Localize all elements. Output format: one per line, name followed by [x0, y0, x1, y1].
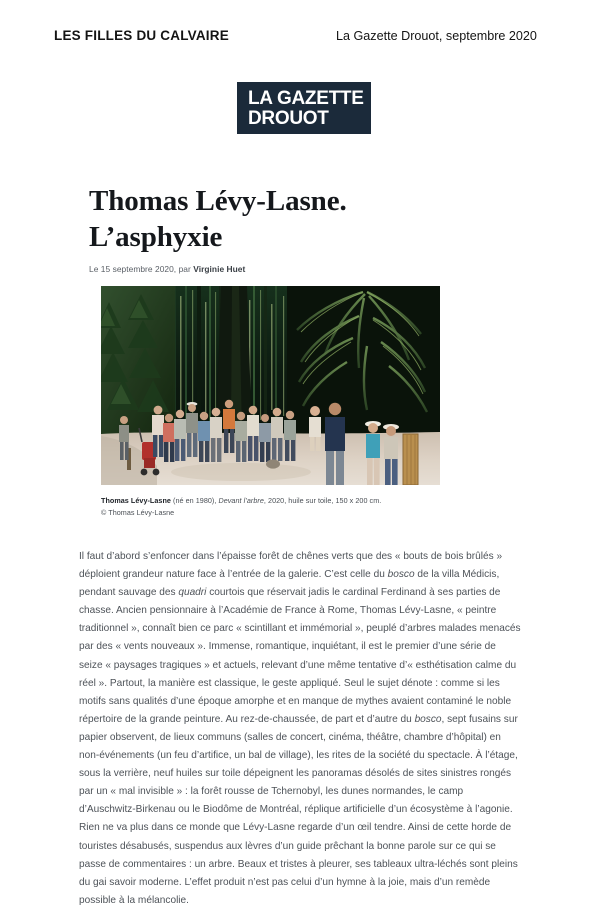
body-italic-quadri: quadri	[178, 587, 207, 599]
caption-credit: © Thomas Lévy-Lasne	[101, 507, 175, 517]
artwork-image	[101, 286, 440, 485]
body-part-4: , sept fusains sur papier observent, de lieux communs (salles de concert, cinéma, théâtre, chambre d’hôpital) en non-événements (un feu d’artifice, un bal de village), les rites de la société du spectacle. À l’étage, sous la verrière, neuf huiles sur toile dépeignent les panoramas désolés de sites sinistres rongés par un « mal invisible » : la forêt rousse de Tchernobyl, les dunes normandes, le camp d’Auschwitz-Birkenau ou le Biodôme de Montréal, réplique artificielle d’un écosystème à l’agonie. Rien ne va plus dans ce monde que Lévy-Lasne regarde d’un œil tendre. Ainsi de cette horde de touristes désabusés, suspendus aux lèvres d’un guide prêchant la bonne parole sur ce qui se passe de commentaires : un arbre. Beaux et tristes à pleurer, ses tableaux ultra-léchés sont pleins du gai savoir moderne. L’effet produit n’est pas celui d’un hymne à la joie, mais d’un remède possible à la mélancolie.	[79, 713, 518, 906]
body-part-1: Il faut d’abord s’enfoncer dans l’épaisse forêt de chênes verts que des « bouts de bois brûlés » déploient grandeur nature face à l’entrée de la galerie. C’est celle du	[79, 551, 503, 581]
page-title	[0, 183, 600, 255]
body-part-2: de la villa Médicis, pendant sauvage des	[79, 569, 500, 599]
article-body	[79, 548, 521, 910]
body-italic-bosco-1: bosco	[387, 569, 415, 581]
artwork-caption	[101, 495, 501, 518]
logo-box	[237, 82, 371, 134]
headline-line-2: L’asphyxie	[89, 221, 223, 253]
body-italic-bosco-2: bosco	[414, 713, 442, 725]
gazette-drouot-logo	[237, 82, 371, 134]
caption-birth: (né en 1980),	[170, 496, 219, 505]
caption-line	[101, 495, 501, 507]
body-part-3: courtois que réservait jadis le cardinal Ferdinand à ses parties de chasse. Ancien pensionnaire à l’Académie de France à Rome, Thomas Lévy-Lasne, « peintre traditionnel », connaît bien ce parc « scintillant et immémorial », peuplé d’arbres malades menacés par des « vents nouveaux ». Immense, romantique, inquiétant, il est le premier d’une série de seize « paysages tragiques » et actuels, relevant d’une même tentative d’« esthétisation calme du réel ». Partout, la manière est classique, le geste appliqué. Seul le sujet dénote : comme si les motifs sans qualités d’une époque amorphe et en manque de mythes avaient contaminé le noble répertoire de la grande peinture. Au rez-de-chaussée, de part et d’autre du	[79, 587, 521, 725]
publication-source: La Gazette Drouot, septembre 2020	[336, 29, 537, 43]
byline-date: Le 15 septembre 2020, par	[89, 264, 194, 274]
body-paragraph	[79, 548, 521, 910]
logo-text-line-1: LA GAZETTE	[248, 88, 364, 109]
logo-text-line-2: DROUOT	[248, 108, 329, 129]
caption-artist: Thomas Lévy-Lasne	[101, 496, 171, 505]
gallery-name: LES FILLES DU CALVAIRE	[54, 28, 229, 43]
caption-title: Devant l’arbre	[218, 496, 264, 505]
article-header	[0, 183, 600, 275]
artwork-figure	[101, 286, 440, 485]
caption-details: , 2020, huile sur toile, 150 x 200 cm.	[263, 496, 382, 505]
byline-author: Virginie Huet	[193, 264, 246, 274]
byline	[0, 264, 600, 275]
masthead	[0, 28, 600, 50]
headline-line-1: Thomas Lévy-Lasne.	[89, 185, 347, 217]
